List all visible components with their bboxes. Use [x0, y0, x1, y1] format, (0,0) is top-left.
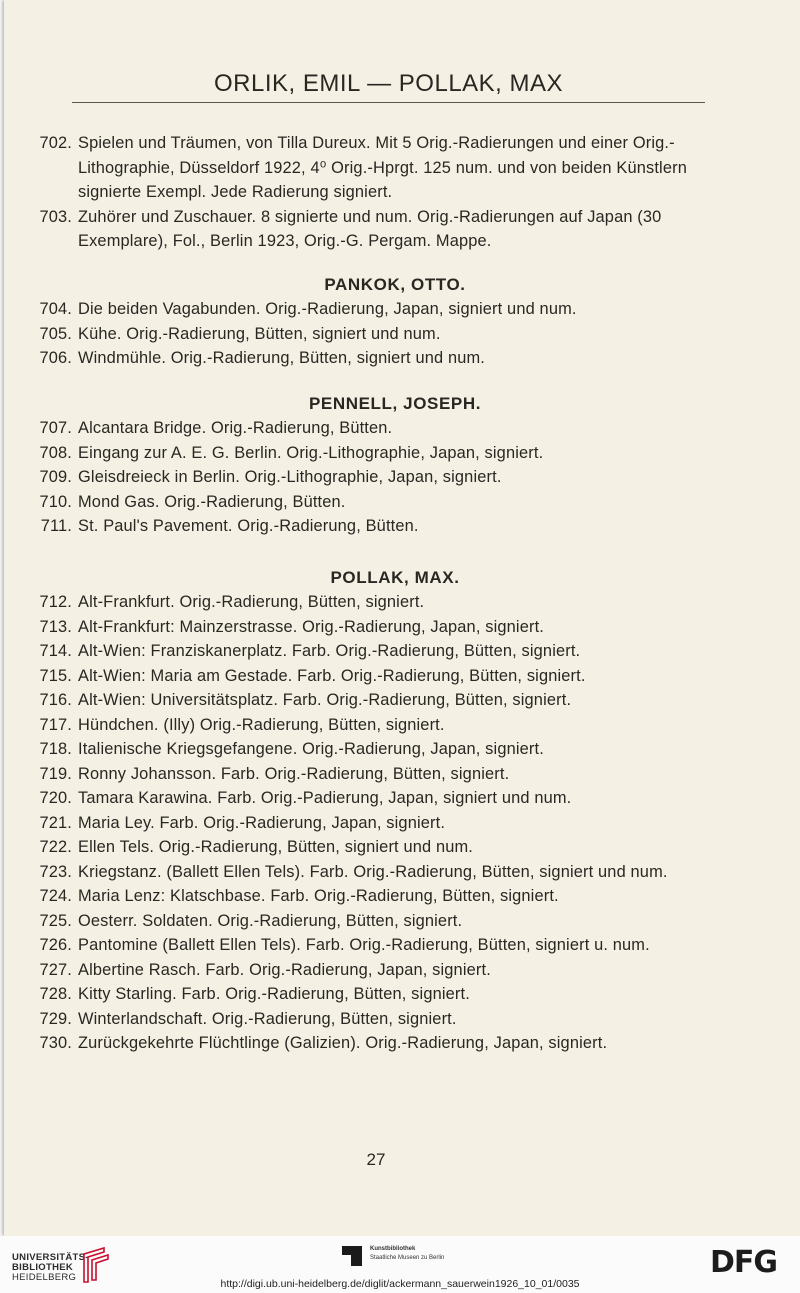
catalog-entry [32, 131, 712, 205]
entry-number: 709. [39, 468, 72, 486]
catalog-entry [32, 860, 712, 885]
catalog-entry [32, 688, 712, 713]
catalog-entry [32, 465, 712, 490]
entry-number: 713. [39, 617, 72, 636]
entry-number: 716. [39, 691, 72, 709]
entry-number: 706. [39, 349, 72, 367]
kunstbibliothek-emblem-icon [340, 1244, 364, 1268]
entry-text: Ellen Tels. Orig.-Radierung, Bütten, signiert und num. [78, 838, 473, 856]
catalog-entry [32, 1007, 712, 1032]
entry-text: Italienische Kriegsgefangene. Orig.-Radierung, Japan, signiert. [78, 740, 544, 758]
catalog-entry [32, 958, 712, 983]
entry-text: Maria Lenz: Klatschbase. Farb. Orig.-Radierung, Bütten, signiert. [78, 887, 559, 905]
entry-text: Alt-Wien: Franziskanerplatz. Farb. Orig.-Radierung, Bütten, signiert. [78, 642, 581, 660]
dfg-logo[interactable]: DFG [710, 1245, 778, 1280]
kunstbibliothek-logo[interactable] [340, 1244, 480, 1274]
entry-number: 725. [39, 911, 72, 930]
source-url-link[interactable]: http://digi.ub.uni-heidelberg.de/diglit/ackermann_sauerwein1926_10_01/0035 [220, 1278, 580, 1290]
catalog-entry [32, 786, 712, 811]
entry-number: 728. [39, 985, 72, 1003]
entry-number: 703. [39, 207, 72, 226]
entry-text: Alcantara Bridge. Orig.-Radierung, Bütten. [78, 419, 393, 437]
catalog-entry [32, 737, 712, 762]
running-head: ORLIK, EMIL — POLLAK, MAX [213, 70, 564, 97]
entry-text: Albertine Rasch. Farb. Orig.-Radierung, Japan, signiert. [78, 960, 491, 979]
entry-number: 723. [39, 862, 72, 881]
entry-text: Kühe. Orig.-Radierung, Bütten, signiert und num. [78, 324, 441, 343]
section-pollak [32, 566, 712, 1056]
entry-number: 715. [39, 666, 72, 685]
entry-number: 722. [39, 838, 72, 856]
section-title: POLLAK, MAX. [330, 567, 460, 587]
catalog-page [4, 0, 800, 1236]
catalog-entry [32, 615, 712, 640]
entry-number: 721. [39, 813, 72, 832]
catalog-entry [32, 1031, 712, 1056]
entry-number: 717. [39, 715, 72, 734]
catalog-entry [32, 762, 712, 787]
section-pennell [32, 392, 712, 539]
catalog-entry [32, 346, 712, 371]
header-rule [72, 102, 705, 103]
page-number: 27 [366, 1150, 386, 1169]
catalog-entry [32, 514, 712, 539]
heidelberg-emblem-icon [80, 1244, 112, 1284]
entry-number: 711. [40, 517, 72, 535]
catalog-entry [32, 835, 712, 860]
catalog-entry [32, 982, 712, 1007]
catalog-entry [32, 713, 712, 738]
entry-number: 707. [39, 419, 72, 437]
catalog-entry [32, 205, 712, 254]
entry-number: 702. [39, 134, 72, 152]
entry-text: Mond Gas. Orig.-Radierung, Bütten. [78, 492, 346, 511]
logo-line: Staatliche Museen zu Berlin [370, 1255, 445, 1261]
entry-text: Hündchen. (Illy) Orig.-Radierung, Bütten, signiert. [78, 715, 445, 734]
entry-text: Kitty Starling. Farb. Orig.-Radierung, Bütten, signiert. [78, 985, 470, 1003]
entry-text: Zuhörer und Zuschauer. 8 signierte und num. Orig.-Radierungen auf Japan (30 Exemplare), Fol., Berlin 1923, Orig.-G. Pergam. Mappe. [78, 207, 662, 250]
logo-line: UNIVERSITÄTS- [12, 1252, 89, 1263]
heidelberg-library-logo[interactable] [12, 1244, 112, 1284]
catalog-entry [32, 811, 712, 836]
entry-text: Zurückgekehrte Flüchtlinge (Galizien). Orig.-Radierung, Japan, signiert. [78, 1034, 608, 1052]
catalog-entry [32, 441, 712, 466]
entry-text: Gleisdreieck in Berlin. Orig.-Lithographie, Japan, signiert. [78, 468, 502, 486]
catalog-entry [32, 933, 712, 958]
entry-text: Maria Ley. Farb. Orig.-Radierung, Japan, signiert. [78, 813, 446, 832]
section-orlik [32, 131, 712, 254]
section-title: PANKOK, OTTO. [324, 274, 466, 294]
catalog-entry [32, 490, 712, 515]
catalog-entry [32, 297, 712, 322]
entry-number: 705. [39, 324, 72, 343]
entry-number: 714. [39, 642, 72, 660]
entry-text: Pantomine (Ballett Ellen Tels). Farb. Orig.-Radierung, Bütten, signiert u. num. [78, 936, 650, 954]
entry-text: Oesterr. Soldaten. Orig.-Radierung, Bütten, signiert. [78, 911, 463, 930]
entry-text: Eingang zur A. E. G. Berlin. Orig.-Lithographie, Japan, signiert. [78, 443, 544, 462]
entry-number: 708. [39, 443, 72, 462]
entry-number: 730. [39, 1034, 72, 1052]
entry-number: 727. [39, 960, 72, 979]
entry-text: Ronny Johansson. Farb. Orig.-Radierung, Bütten, signiert. [78, 764, 510, 783]
entry-text: Alt-Frankfurt. Orig.-Radierung, Bütten, signiert. [78, 593, 425, 611]
section-pankok [32, 273, 712, 371]
logo-line: Kunstbibliothek [370, 1246, 416, 1252]
entry-number: 719. [39, 764, 72, 783]
entry-text: Alt-Wien: Maria am Gestade. Farb. Orig.-Radierung, Bütten, signiert. [78, 666, 586, 685]
catalog-entry [32, 909, 712, 934]
catalog-content [32, 131, 712, 1056]
entry-number: 724. [39, 887, 72, 905]
entry-text: Winterlandschaft. Orig.-Radierung, Bütten, signiert. [78, 1009, 457, 1028]
entry-text: Windmühle. Orig.-Radierung, Bütten, signiert und num. [78, 349, 485, 367]
entry-number: 704. [39, 300, 72, 318]
catalog-entry [32, 590, 712, 615]
entry-number: 720. [39, 789, 72, 807]
entry-number: 718. [39, 740, 72, 758]
entry-text: Die beiden Vagabunden. Orig.-Radierung, Japan, signiert und num. [78, 300, 577, 318]
logo-line: HEIDELBERG [12, 1272, 77, 1283]
entry-text: Spielen und Träumen, von Tilla Dureux. Mit 5 Orig.-Radierungen und einer Orig.-Lithographie, Düsseldorf 1922, 4⁰ Orig.-Hprgt. 125 num. und von beiden Künstlern signierte Exempl. Jede Radierung signiert. [78, 134, 687, 201]
logo-line: BIBLIOTHEK [12, 1262, 74, 1273]
entry-number: 710. [39, 492, 72, 511]
entry-number: 729. [39, 1009, 72, 1028]
catalog-entry [32, 884, 712, 909]
entry-number: 726. [39, 936, 72, 954]
catalog-entry [32, 639, 712, 664]
entry-text: Tamara Karawina. Farb. Orig.-Padierung, Japan, signiert und num. [78, 789, 572, 807]
entry-text: Kriegstanz. (Ballett Ellen Tels). Farb. Orig.-Radierung, Bütten, signiert und num. [78, 862, 668, 881]
catalog-entry [32, 416, 712, 441]
entry-number: 712. [39, 593, 72, 611]
entry-text: Alt-Frankfurt: Mainzerstrasse. Orig.-Radierung, Japan, signiert. [78, 617, 544, 636]
section-title: PENNELL, JOSEPH. [308, 393, 482, 413]
catalog-entry [32, 664, 712, 689]
catalog-entry [32, 322, 712, 347]
entry-text: St. Paul's Pavement. Orig.-Radierung, Bütten. [78, 517, 419, 535]
entry-text: Alt-Wien: Universitätsplatz. Farb. Orig.-Radierung, Bütten, signiert. [78, 691, 572, 709]
